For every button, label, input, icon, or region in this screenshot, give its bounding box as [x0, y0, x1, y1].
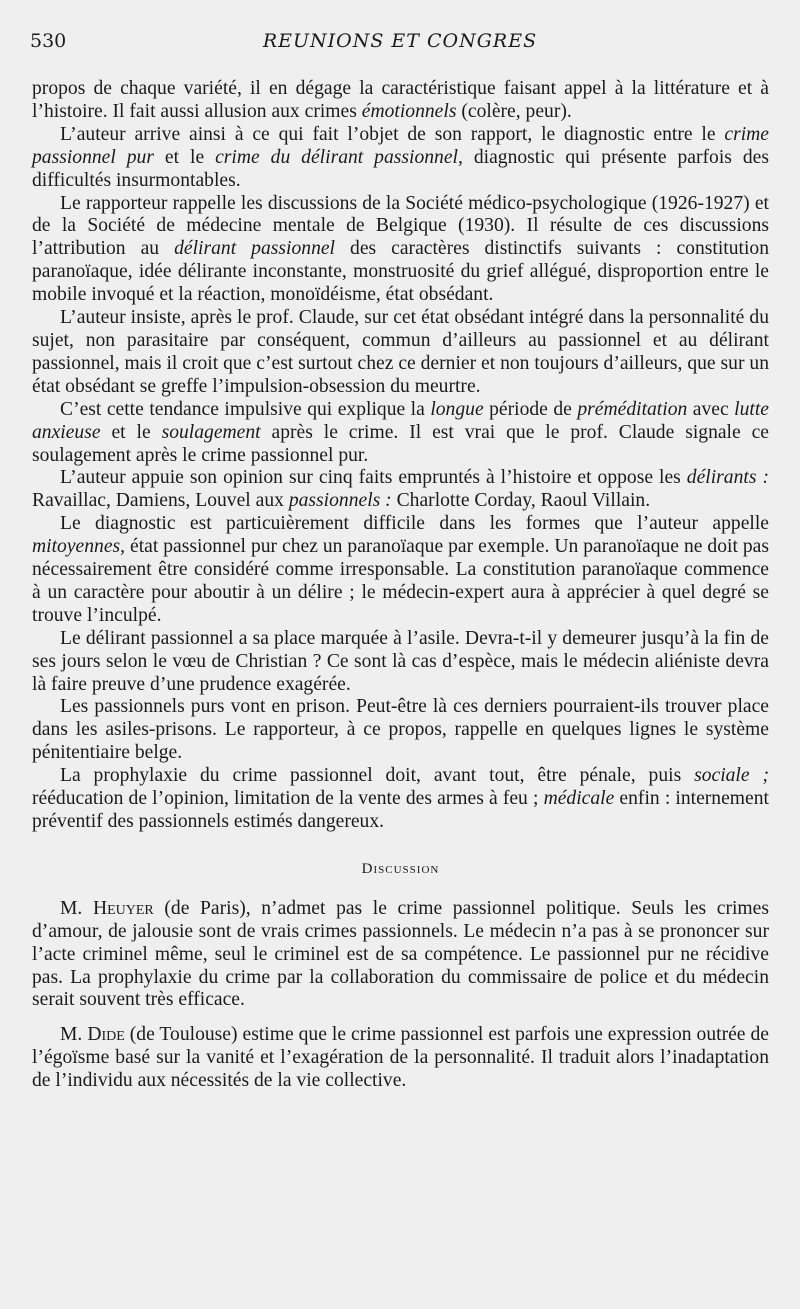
- italic-text: crime passionnel pur: [32, 123, 769, 168]
- italic-text: mitoyennes,: [32, 536, 126, 558]
- text-run: enfin : internement préventif des passionnels estimés dangereux.: [32, 788, 769, 832]
- paragraph: [32, 124, 769, 193]
- discussion-section: [32, 898, 769, 1093]
- text-run: Charlotte Corday, Raoul Villain.: [391, 490, 651, 512]
- text-run: et le: [153, 146, 216, 168]
- page-header: [30, 30, 770, 56]
- paragraph: [32, 1024, 769, 1093]
- text-run: M.: [60, 897, 93, 919]
- italic-text: sociale ;: [694, 765, 769, 787]
- paragraph: [32, 765, 769, 834]
- text-run: état passionnel pur chez un paranoïaque par exemple. Un paranoïaque ne doit pas nécessairement être considéré comme irresponsable. La constitution paranoïaque commence à un caractère pour aboutir à un délire ; le médecin-expert aura à apprécier à quel degré se trouve l’inculpé.: [32, 536, 769, 626]
- text-run: Le rapporteur rappelle les discussions de la Société médico-psychologique (1926-1927) et de la Société de médecine mentale de Belgique (1930). Il résulte de ces discussions l’attribution au: [32, 192, 769, 260]
- italic-text: passionnels :: [288, 490, 392, 512]
- italic-text: lutte anxieuse: [32, 398, 769, 443]
- text-run: propos de chaque variété, il en dégage la caractéristique faisant appel à la littérature et à l’histoire. Il fait aussi allusion aux crimes: [32, 78, 769, 122]
- paragraph: [32, 696, 769, 765]
- italic-text: longue: [430, 398, 484, 420]
- paragraph: [32, 193, 769, 308]
- text-run: (de Paris), n’admet pas le crime passionnel politique. Seuls les crimes d’amour, de jalousie sont de vrais crimes passionnels. Le médecin n’a pas à se prononcer sur l’acte criminel même, seul le criminel est de sa compétence. Le passionnel pur ne récidive pas. La prophylaxie du crime par la collaboration du commissaire de police et du médecin serait souvent très efficace.: [32, 897, 769, 1011]
- body-text: [32, 78, 769, 1105]
- text-run: des caractères distinctifs suivants : constitution paranoïaque, idée délirante inconstante, monstruosité du grief allégué, disproportion entre le mobile invoqué et la réaction, monoïdéisme, état obsédant.: [32, 238, 769, 306]
- text-run: (colère, peur).: [456, 100, 572, 122]
- italic-text: préméditation: [577, 398, 688, 420]
- text-run: période de: [483, 398, 578, 420]
- text-run: M.: [60, 1024, 88, 1046]
- page-number: 530: [30, 30, 67, 52]
- italic-text: crime du délirant passionnel,: [215, 146, 463, 168]
- text-run: La prophylaxie du crime passionnel doit, avant tout, être pénale, puis: [60, 765, 695, 787]
- text-run: C’est cette tendance impulsive qui explique la: [60, 398, 431, 420]
- italic-text: émotionnels: [361, 100, 457, 122]
- text-run: après le crime. Il est vrai que le prof. Claude signale ce soulagement après le crime passionnel pur.: [32, 421, 769, 466]
- text-run: diagnostic qui présente parfois des difficultés insurmontables.: [32, 146, 769, 191]
- text-run: avec: [687, 398, 735, 420]
- author-name: Heuyer: [92, 897, 154, 919]
- text-run: Le délirant passionnel a sa place marquée à l’asile. Devra-t-il y demeurer jusqu’à la fin de ses jours selon le vœu de Christian ? Ce sont là cas d’espèce, mais le médecin aliéniste devra là faire preuve d’une prudence exagérée.: [32, 627, 769, 695]
- text-run: L’auteur insiste, après le prof. Claude, sur cet état obsédant intégré dans la personnalité du sujet, non parasitaire par conséquent, commun d’ailleurs au passionnel et au délirant passionnel, mais il croit que c’est surtout chez ce dernier et non toujours d’ailleurs, que sur un état obsédant se greffe l’impulsion-obsession du meurtre.: [32, 307, 769, 397]
- paragraph: [32, 399, 769, 468]
- italic-text: délirant passionnel: [174, 238, 336, 260]
- text-run: Le diagnostic est particuièrement difficile dans les formes que l’auteur appelle: [60, 513, 769, 535]
- report-summary: [32, 78, 769, 834]
- italic-text: médicale: [543, 788, 615, 810]
- text-run: L’auteur arrive ainsi à ce qui fait l’objet de son rapport, le diagnostic entre le: [60, 123, 725, 145]
- paragraph: [32, 78, 769, 124]
- paragraph: [32, 898, 769, 1013]
- text-run: Ravaillac, Damiens, Louvel aux: [32, 490, 289, 512]
- discussion-heading: Discussion: [361, 860, 440, 877]
- author-name: Dide: [87, 1024, 125, 1046]
- text-run: et le: [100, 421, 162, 443]
- text-run: (de Toulouse) estime que le crime passionnel est parfois une expression outrée de l’égoïsme basé sur la vanité et l’exagération de la personnalité. Il traduit alors l’inadaptation de l’individu aux nécessités de la vie collective.: [32, 1024, 769, 1092]
- paragraph: [32, 513, 769, 628]
- paragraph: [32, 307, 769, 399]
- paragraph: [32, 628, 769, 697]
- italic-text: soulagement: [161, 421, 261, 443]
- italic-text: délirants :: [686, 467, 769, 489]
- paragraph: [32, 467, 769, 513]
- running-title: REUNIONS ET CONGRES: [262, 30, 538, 52]
- text-run: L’auteur appuie son opinion sur cinq faits empruntés à l’histoire et oppose les: [60, 467, 687, 489]
- text-run: rééducation de l’opinion, limitation de la vente des armes à feu ;: [32, 788, 544, 810]
- text-run: Les passionnels purs vont en prison. Peut-être là ces derniers pourraient-ils trouver place dans les asiles-prisons. Le rapporteur, à ce propos, rappelle en quelques lignes le système pénitentiaire belge.: [32, 696, 769, 764]
